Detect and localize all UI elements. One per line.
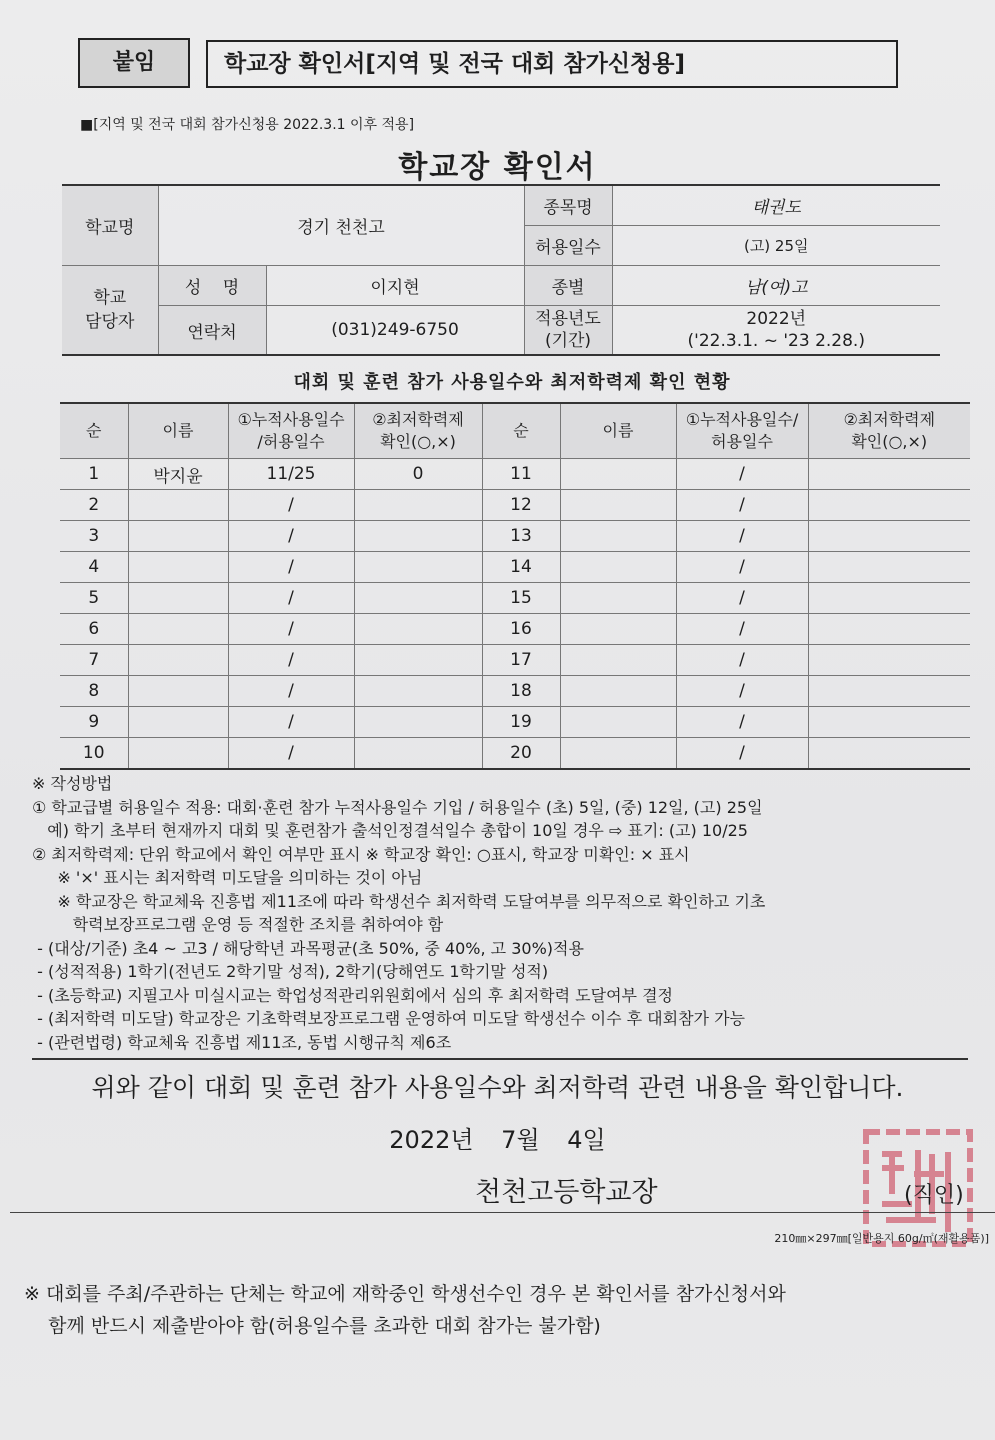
contact-value: (031)249-6750 [266, 306, 524, 356]
participation-table [60, 402, 970, 770]
row-days: / [228, 707, 354, 738]
row-name [128, 521, 228, 552]
row-check: 0 [354, 459, 482, 490]
instruction-line: 학력보장프로그램 운영 등 적절한 조치를 취하여야 함 [32, 915, 444, 934]
instruction-line: ※ 작성방법 [32, 774, 113, 793]
row-check-right [808, 552, 970, 583]
allowed-days-value: (고) 25일 [612, 226, 940, 266]
instruction-line: ※ '×' 표시는 최저학력 미도달을 의미하는 것이 아님 [32, 868, 423, 887]
row-no: 3 [60, 521, 128, 552]
row-name [128, 645, 228, 676]
row-days-right: / [676, 614, 808, 645]
row-no-right: 13 [482, 521, 560, 552]
instruction-line: - (대상/기준) 초4 ~ 고3 / 해당학년 과목평균(초 50%, 중 40%, 고 30%)적용 [32, 938, 584, 958]
row-check-right [808, 738, 970, 770]
row-days: / [228, 738, 354, 770]
row-no-right: 17 [482, 645, 560, 676]
row-check [354, 552, 482, 583]
row-name [128, 614, 228, 645]
instruction-line: ② 최저학력제: 단위 학교에서 확인 여부만 표시 ※ 학교장 확인: ○표시, 학교장 미확인: × 표시 [32, 844, 690, 864]
table-row [60, 707, 970, 738]
manager-name-value: 이지현 [266, 266, 524, 306]
row-no-right: 19 [482, 707, 560, 738]
row-no: 1 [60, 459, 128, 490]
paper-size-note: 210㎜×297㎜[일반용지 60g/㎡(재활용품)] [774, 1232, 989, 1245]
school-name-label: 학교명 [62, 185, 158, 266]
row-check-right [808, 583, 970, 614]
row-no: 7 [60, 645, 128, 676]
period-value: ('22.3.1. ~ '23 2.28.) [687, 331, 865, 351]
row-name-right [560, 738, 676, 770]
gender-label: 종별 [524, 266, 612, 306]
row-no-right: 18 [482, 676, 560, 707]
instruction-line: - (초등학교) 지필고사 미실시교는 학업성적관리위원회에서 심의 후 최저학력 도달여부 결정 [32, 985, 673, 1005]
row-name-right [560, 645, 676, 676]
row-check-right [808, 614, 970, 645]
row-name-right [560, 707, 676, 738]
row-name-right [560, 614, 676, 645]
row-name-right [560, 459, 676, 490]
row-days: 11/25 [228, 459, 354, 490]
instruction-line: 예) 학기 초부터 현재까지 대회 및 훈련참가 출석인정결석일수 총합이 10일 경우 ⇨ 표기: (고) 10/25 [32, 821, 748, 840]
row-no-right: 12 [482, 490, 560, 521]
confirmation-date: 2022년 7월 4일 [389, 1126, 606, 1154]
table-row [60, 676, 970, 707]
row-days: / [228, 645, 354, 676]
row-no: 6 [60, 614, 128, 645]
sport-value: 태권도 [612, 185, 940, 226]
row-days: / [228, 552, 354, 583]
table-row [60, 459, 970, 490]
row-check [354, 490, 482, 521]
application-note: ■[지역 및 전국 대회 참가신청용 2022.3.1 이후 적용] [80, 117, 415, 133]
row-name [128, 490, 228, 521]
school-info-table [62, 184, 940, 356]
row-check [354, 676, 482, 707]
table-row [60, 645, 970, 676]
table-row [60, 552, 970, 583]
row-no: 9 [60, 707, 128, 738]
row-name-right [560, 552, 676, 583]
allowed-days-label: 허용일수 [524, 226, 612, 266]
instruction-line: - (성적적용) 1학기(전년도 2학기말 성적), 2학기(당해연도 1학기말 성적) [32, 962, 549, 981]
row-no: 4 [60, 552, 128, 583]
table-row [60, 521, 970, 552]
instruction-line: ① 학교급별 허용일수 적용: 대회·훈련 참가 누적사용일수 기입 / 허용일수 (초) 5일, (중) 12일, (고) 25일 [32, 797, 763, 817]
manager-name-label: 성 명 [158, 266, 266, 306]
year-cell [612, 306, 940, 356]
row-days: / [228, 521, 354, 552]
row-days-right: / [676, 583, 808, 614]
row-days: / [228, 676, 354, 707]
row-no-right: 16 [482, 614, 560, 645]
row-check [354, 521, 482, 552]
row-check [354, 738, 482, 770]
col-header-days-right: ①누적사용일수/ 허용일수 [676, 403, 808, 459]
row-name-right [560, 676, 676, 707]
row-no-right: 11 [482, 459, 560, 490]
row-days-right: / [676, 490, 808, 521]
col-header-name: 이름 [128, 403, 228, 459]
row-check-right [808, 676, 970, 707]
instruction-line: ※ 학교장은 학교체육 진흥법 제11조에 따라 학생선수 최저학력 도달여부를 의무적으로 확인하고 기초 [32, 891, 766, 911]
row-check [354, 614, 482, 645]
row-name: 박지윤 [128, 459, 228, 490]
row-days-right: / [676, 459, 808, 490]
row-no: 5 [60, 583, 128, 614]
participation-section-title: 대회 및 훈련 참가 사용일수와 최저학력제 확인 현황 [293, 372, 731, 393]
confirmation-statement: 위와 같이 대회 및 훈련 참가 사용일수와 최저학력 관련 내용을 확인합니다. [91, 1073, 904, 1102]
row-check-right [808, 490, 970, 521]
seal-label: (직인) [904, 1183, 964, 1208]
school-name-value: 경기 천천고 [158, 185, 524, 266]
row-check [354, 645, 482, 676]
col-header-no: 순 [60, 403, 128, 459]
gender-value: 남(여)고 [612, 266, 940, 306]
row-no-right: 14 [482, 552, 560, 583]
row-days-right: / [676, 645, 808, 676]
row-no-right: 20 [482, 738, 560, 770]
page-title: 학교장 확인서 [398, 150, 597, 185]
col-header-no-right: 순 [482, 403, 560, 459]
row-check [354, 583, 482, 614]
instructions [32, 772, 972, 1060]
row-name [128, 676, 228, 707]
instruction-line: - (관련법령) 학교체육 진흥법 제11조, 동법 시행규칙 제6조 [32, 1032, 452, 1052]
submission-note: ※ 대회를 주최/주관하는 단체는 학교에 재학중인 학생선수인 경우 본 확인서를 참가신청서와 함께 반드시 제출받아야 함(허용일수를 초과한 대회 참가는 불가함) [24, 1283, 786, 1337]
instructions-divider [32, 1058, 968, 1060]
year-label: 적용년도 (기간) [524, 306, 612, 356]
instruction-list [32, 772, 972, 1054]
attachment-label: 붙임 [78, 38, 190, 88]
instruction-line: - (최저학력 미도달) 학교장은 기초학력보장프로그램 운영하여 미도달 학생선수 이수 후 대회참가 가능 [32, 1009, 745, 1028]
signature-divider [10, 1212, 995, 1213]
principal-name: 천천고등학교장 [475, 1177, 658, 1208]
row-check [354, 707, 482, 738]
table-row [60, 583, 970, 614]
col-header-check-right: ②최저학력제 확인(○,×) [808, 403, 970, 459]
row-name [128, 738, 228, 770]
year-value: 2022년 [746, 309, 807, 329]
row-name-right [560, 583, 676, 614]
row-name [128, 583, 228, 614]
table-row [60, 490, 970, 521]
row-days: / [228, 583, 354, 614]
col-header-check: ②최저학력제 확인(○,×) [354, 403, 482, 459]
row-no: 8 [60, 676, 128, 707]
row-no: 10 [60, 738, 128, 770]
row-check-right [808, 707, 970, 738]
row-no: 2 [60, 490, 128, 521]
row-check-right [808, 645, 970, 676]
row-days: / [228, 614, 354, 645]
row-check-right [808, 521, 970, 552]
row-check-right [808, 459, 970, 490]
row-name [128, 552, 228, 583]
contact-label: 연락처 [158, 306, 266, 356]
row-days-right: / [676, 676, 808, 707]
col-header-days: ①누적사용일수 /허용일수 [228, 403, 354, 459]
row-name-right [560, 521, 676, 552]
row-days: / [228, 490, 354, 521]
row-name [128, 707, 228, 738]
table-row [60, 738, 970, 770]
table-row [60, 614, 970, 645]
row-no-right: 15 [482, 583, 560, 614]
manager-label: 학교 담당자 [62, 266, 158, 356]
form-title: 학교장 확인서[지역 및 전국 대회 참가신청용] [206, 40, 898, 88]
participation-rows [60, 459, 970, 770]
col-header-name-right: 이름 [560, 403, 676, 459]
row-name-right [560, 490, 676, 521]
sport-label: 종목명 [524, 185, 612, 226]
row-days-right: / [676, 552, 808, 583]
row-days-right: / [676, 707, 808, 738]
row-days-right: / [676, 738, 808, 770]
row-days-right: / [676, 521, 808, 552]
